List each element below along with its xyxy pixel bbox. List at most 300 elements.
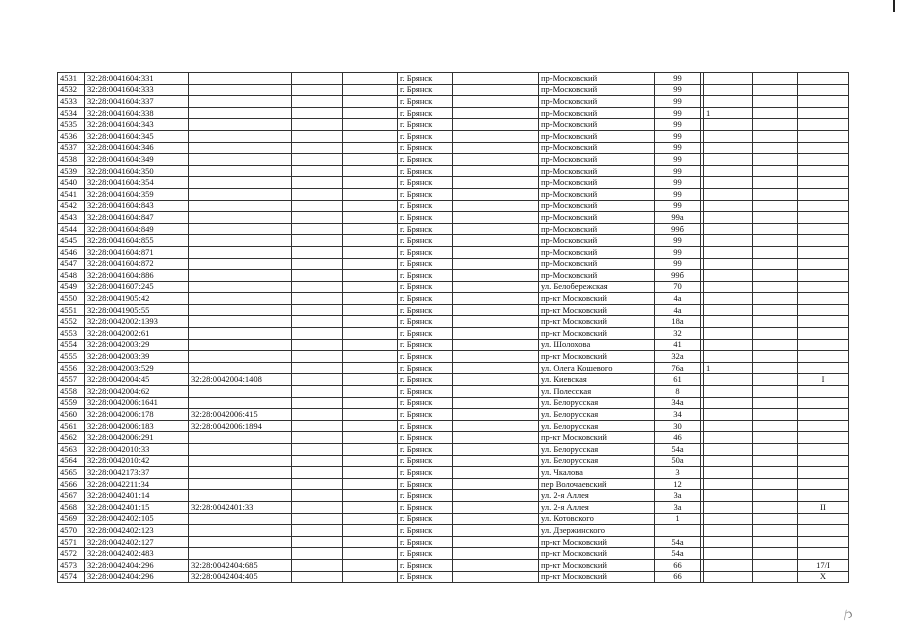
empty-cell bbox=[292, 293, 343, 305]
room-cell bbox=[798, 154, 849, 166]
extra-flag-cell bbox=[704, 478, 753, 490]
city-cell: г. Брянск bbox=[398, 478, 453, 490]
street-cell: ул. Белорусская bbox=[539, 420, 655, 432]
empty-cell bbox=[292, 351, 343, 363]
room-cell bbox=[798, 188, 849, 200]
empty-cell bbox=[453, 200, 539, 212]
empty-cell bbox=[753, 455, 798, 467]
table-row bbox=[58, 96, 849, 108]
cadastral-number: 32:28:0041604:331 bbox=[85, 73, 189, 85]
street-cell: пр-Московский bbox=[539, 188, 655, 200]
cadastral-number: 32:28:0042004:62 bbox=[85, 386, 189, 398]
empty-cell bbox=[292, 177, 343, 189]
city-cell: г. Брянск bbox=[398, 246, 453, 258]
empty-cell bbox=[343, 235, 398, 247]
empty-cell bbox=[292, 270, 343, 282]
empty-cell bbox=[343, 559, 398, 571]
empty-cell bbox=[453, 223, 539, 235]
street-cell: пр-Московский bbox=[539, 84, 655, 96]
house-cell: 32 bbox=[655, 328, 701, 340]
empty-cell bbox=[343, 374, 398, 386]
table-row bbox=[58, 304, 849, 316]
page-edge-mark bbox=[893, 0, 895, 12]
city-cell: г. Брянск bbox=[398, 212, 453, 224]
empty-cell bbox=[343, 96, 398, 108]
empty-cell bbox=[292, 304, 343, 316]
extra-flag-cell bbox=[704, 270, 753, 282]
cadastral-number: 32:28:0042173:37 bbox=[85, 467, 189, 479]
empty-cell bbox=[292, 548, 343, 560]
row-number: 4534 bbox=[58, 107, 85, 119]
empty-cell bbox=[453, 246, 539, 258]
cadastral-number: 32:28:0041905:42 bbox=[85, 293, 189, 305]
city-cell: г. Брянск bbox=[398, 281, 453, 293]
table-row bbox=[58, 223, 849, 235]
extra-flag-cell bbox=[704, 455, 753, 467]
room-cell bbox=[798, 177, 849, 189]
empty-cell bbox=[453, 328, 539, 340]
empty-cell bbox=[453, 513, 539, 525]
empty-cell bbox=[453, 130, 539, 142]
empty-cell bbox=[453, 281, 539, 293]
related-cadastral-number bbox=[189, 188, 292, 200]
table-row bbox=[58, 409, 849, 421]
cadastral-number: 32:28:0042006:178 bbox=[85, 409, 189, 421]
city-cell: г. Брянск bbox=[398, 420, 453, 432]
city-cell: г. Брянск bbox=[398, 386, 453, 398]
row-number: 4556 bbox=[58, 362, 85, 374]
street-cell: пер Волочаевский bbox=[539, 478, 655, 490]
empty-cell bbox=[453, 386, 539, 398]
room-cell bbox=[798, 200, 849, 212]
related-cadastral-number bbox=[189, 397, 292, 409]
house-cell: 18а bbox=[655, 316, 701, 328]
empty-cell bbox=[343, 362, 398, 374]
related-cadastral-number: 32:28:0042006:415 bbox=[189, 409, 292, 421]
extra-flag-cell bbox=[704, 339, 753, 351]
table-row bbox=[58, 281, 849, 293]
empty-cell bbox=[292, 281, 343, 293]
extra-flag-cell bbox=[704, 386, 753, 398]
table-row bbox=[58, 246, 849, 258]
related-cadastral-number bbox=[189, 467, 292, 479]
room-cell bbox=[798, 548, 849, 560]
related-cadastral-number bbox=[189, 478, 292, 490]
related-cadastral-number bbox=[189, 235, 292, 247]
city-cell: г. Брянск bbox=[398, 432, 453, 444]
room-cell bbox=[798, 304, 849, 316]
empty-cell bbox=[292, 246, 343, 258]
empty-cell bbox=[343, 397, 398, 409]
house-cell: 70 bbox=[655, 281, 701, 293]
house-cell: 99б bbox=[655, 270, 701, 282]
related-cadastral-number bbox=[189, 432, 292, 444]
related-cadastral-number bbox=[189, 270, 292, 282]
cadastral-number: 32:28:0042002:1393 bbox=[85, 316, 189, 328]
extra-flag-cell bbox=[704, 246, 753, 258]
empty-cell bbox=[292, 374, 343, 386]
city-cell: г. Брянск bbox=[398, 235, 453, 247]
extra-flag-cell bbox=[704, 142, 753, 154]
city-cell: г. Брянск bbox=[398, 362, 453, 374]
empty-cell bbox=[343, 84, 398, 96]
row-number: 4542 bbox=[58, 200, 85, 212]
street-cell: ул. Олега Кошевого bbox=[539, 362, 655, 374]
empty-cell bbox=[292, 235, 343, 247]
empty-cell bbox=[343, 501, 398, 513]
room-cell bbox=[798, 281, 849, 293]
cadastral-number: 32:28:0041604:338 bbox=[85, 107, 189, 119]
empty-cell bbox=[292, 444, 343, 456]
street-cell: ул. Дзержинского bbox=[539, 525, 655, 537]
table-row bbox=[58, 154, 849, 166]
related-cadastral-number bbox=[189, 444, 292, 456]
table-row bbox=[58, 270, 849, 282]
row-number: 4547 bbox=[58, 258, 85, 270]
cadastral-number: 32:28:0041604:337 bbox=[85, 96, 189, 108]
table-row bbox=[58, 84, 849, 96]
extra-flag-cell bbox=[704, 177, 753, 189]
empty-cell bbox=[292, 165, 343, 177]
house-cell: 99 bbox=[655, 165, 701, 177]
empty-cell bbox=[753, 119, 798, 131]
related-cadastral-number bbox=[189, 293, 292, 305]
cadastral-number: 32:28:0042402:127 bbox=[85, 536, 189, 548]
empty-cell bbox=[292, 513, 343, 525]
empty-cell bbox=[453, 374, 539, 386]
empty-cell bbox=[453, 536, 539, 548]
street-cell: пр-Московский bbox=[539, 235, 655, 247]
street-cell: ул. Киевская bbox=[539, 374, 655, 386]
house-cell: 3а bbox=[655, 490, 701, 502]
street-cell: пр-кт Московский bbox=[539, 571, 655, 583]
house-cell: 99 bbox=[655, 188, 701, 200]
room-cell bbox=[798, 73, 849, 85]
street-cell: пр-кт Московский bbox=[539, 304, 655, 316]
related-cadastral-number bbox=[189, 165, 292, 177]
row-number: 4568 bbox=[58, 501, 85, 513]
city-cell: г. Брянск bbox=[398, 397, 453, 409]
empty-cell bbox=[753, 96, 798, 108]
street-cell: пр-Московский bbox=[539, 165, 655, 177]
empty-cell bbox=[292, 339, 343, 351]
empty-cell bbox=[753, 154, 798, 166]
house-cell: 61 bbox=[655, 374, 701, 386]
cadastral-number: 32:28:0041905:55 bbox=[85, 304, 189, 316]
room-cell bbox=[798, 467, 849, 479]
extra-flag-cell bbox=[704, 351, 753, 363]
row-number: 4538 bbox=[58, 154, 85, 166]
house-cell: 41 bbox=[655, 339, 701, 351]
city-cell: г. Брянск bbox=[398, 73, 453, 85]
cadastral-number: 32:28:0042211:34 bbox=[85, 478, 189, 490]
row-number: 4550 bbox=[58, 293, 85, 305]
table-row bbox=[58, 536, 849, 548]
extra-flag-cell bbox=[704, 432, 753, 444]
cadastral-number: 32:28:0042402:123 bbox=[85, 525, 189, 537]
room-cell bbox=[798, 420, 849, 432]
empty-cell bbox=[753, 467, 798, 479]
related-cadastral-number bbox=[189, 177, 292, 189]
table-row bbox=[58, 420, 849, 432]
house-cell: 99б bbox=[655, 223, 701, 235]
empty-cell bbox=[343, 525, 398, 537]
street-cell: пр-Московский bbox=[539, 142, 655, 154]
related-cadastral-number bbox=[189, 223, 292, 235]
house-cell: 99а bbox=[655, 212, 701, 224]
empty-cell bbox=[453, 455, 539, 467]
empty-cell bbox=[343, 339, 398, 351]
row-number: 4540 bbox=[58, 177, 85, 189]
empty-cell bbox=[753, 490, 798, 502]
extra-flag-cell bbox=[704, 420, 753, 432]
street-cell: ул. Полесская bbox=[539, 386, 655, 398]
extra-flag-cell bbox=[704, 316, 753, 328]
room-cell bbox=[798, 84, 849, 96]
cadastral-number: 32:28:0042003:529 bbox=[85, 362, 189, 374]
empty-cell bbox=[343, 223, 398, 235]
room-cell: X bbox=[798, 571, 849, 583]
street-cell: пр-Московский bbox=[539, 270, 655, 282]
cadastral-number: 32:28:0041604:849 bbox=[85, 223, 189, 235]
house-cell: 99 bbox=[655, 96, 701, 108]
empty-cell bbox=[753, 304, 798, 316]
city-cell: г. Брянск bbox=[398, 223, 453, 235]
empty-cell bbox=[343, 409, 398, 421]
city-cell: г. Брянск bbox=[398, 525, 453, 537]
city-cell: г. Брянск bbox=[398, 444, 453, 456]
empty-cell bbox=[753, 328, 798, 340]
room-cell bbox=[798, 119, 849, 131]
house-cell: 99 bbox=[655, 130, 701, 142]
room-cell bbox=[798, 223, 849, 235]
empty-cell bbox=[453, 490, 539, 502]
empty-cell bbox=[453, 119, 539, 131]
related-cadastral-number bbox=[189, 96, 292, 108]
extra-flag-cell bbox=[704, 548, 753, 560]
registry-rows bbox=[58, 73, 849, 583]
extra-flag-cell bbox=[704, 444, 753, 456]
table-row bbox=[58, 478, 849, 490]
empty-cell bbox=[343, 513, 398, 525]
room-cell bbox=[798, 432, 849, 444]
street-cell: пр-Московский bbox=[539, 107, 655, 119]
empty-cell bbox=[453, 235, 539, 247]
empty-cell bbox=[292, 420, 343, 432]
table-row bbox=[58, 571, 849, 583]
table-row bbox=[58, 501, 849, 513]
extra-flag-cell bbox=[704, 84, 753, 96]
room-cell: I bbox=[798, 374, 849, 386]
room-cell bbox=[798, 339, 849, 351]
table-row bbox=[58, 293, 849, 305]
row-number: 4544 bbox=[58, 223, 85, 235]
room-cell bbox=[798, 107, 849, 119]
street-cell: пр-Московский bbox=[539, 154, 655, 166]
room-cell bbox=[798, 96, 849, 108]
row-number: 4552 bbox=[58, 316, 85, 328]
empty-cell bbox=[292, 397, 343, 409]
cadastral-number: 32:28:0042404:296 bbox=[85, 571, 189, 583]
extra-flag-cell bbox=[704, 304, 753, 316]
empty-cell bbox=[753, 339, 798, 351]
related-cadastral-number bbox=[189, 386, 292, 398]
house-cell: 3а bbox=[655, 501, 701, 513]
empty-cell bbox=[453, 548, 539, 560]
street-cell: пр-кт Московский bbox=[539, 536, 655, 548]
cadastral-number: 32:28:0042006:1641 bbox=[85, 397, 189, 409]
empty-cell bbox=[343, 478, 398, 490]
empty-cell bbox=[343, 119, 398, 131]
room-cell bbox=[798, 235, 849, 247]
house-cell: 99 bbox=[655, 200, 701, 212]
street-cell: пр-Московский bbox=[539, 258, 655, 270]
row-number: 4569 bbox=[58, 513, 85, 525]
room-cell bbox=[798, 130, 849, 142]
extra-flag-cell bbox=[704, 235, 753, 247]
extra-flag-cell bbox=[704, 119, 753, 131]
cadastral-number: 32:28:0042010:33 bbox=[85, 444, 189, 456]
empty-cell bbox=[453, 165, 539, 177]
empty-cell bbox=[753, 281, 798, 293]
empty-cell bbox=[292, 223, 343, 235]
city-cell: г. Брянск bbox=[398, 96, 453, 108]
empty-cell bbox=[453, 409, 539, 421]
street-cell: ул. 2-я Аллея bbox=[539, 501, 655, 513]
cadastral-number: 32:28:0042402:483 bbox=[85, 548, 189, 560]
row-number: 4562 bbox=[58, 432, 85, 444]
empty-cell bbox=[753, 397, 798, 409]
empty-cell bbox=[753, 478, 798, 490]
street-cell: ул. Белобережская bbox=[539, 281, 655, 293]
empty-cell bbox=[753, 200, 798, 212]
city-cell: г. Брянск bbox=[398, 177, 453, 189]
room-cell bbox=[798, 316, 849, 328]
empty-cell bbox=[453, 154, 539, 166]
table-row bbox=[58, 490, 849, 502]
empty-cell bbox=[292, 316, 343, 328]
table-row bbox=[58, 258, 849, 270]
city-cell: г. Брянск bbox=[398, 339, 453, 351]
room-cell bbox=[798, 455, 849, 467]
room-cell bbox=[798, 293, 849, 305]
cadastral-number: 32:28:0042004:45 bbox=[85, 374, 189, 386]
empty-cell bbox=[292, 328, 343, 340]
empty-cell bbox=[292, 432, 343, 444]
room-cell bbox=[798, 397, 849, 409]
empty-cell bbox=[292, 107, 343, 119]
related-cadastral-number bbox=[189, 246, 292, 258]
street-cell: пр-Московский bbox=[539, 200, 655, 212]
house-cell: 99 bbox=[655, 119, 701, 131]
empty-cell bbox=[343, 548, 398, 560]
empty-cell bbox=[292, 212, 343, 224]
table-row bbox=[58, 142, 849, 154]
city-cell: г. Брянск bbox=[398, 571, 453, 583]
table-row bbox=[58, 339, 849, 351]
empty-cell bbox=[343, 188, 398, 200]
extra-flag-cell bbox=[704, 200, 753, 212]
cadastral-number: 32:28:0042401:14 bbox=[85, 490, 189, 502]
empty-cell bbox=[343, 304, 398, 316]
room-cell bbox=[798, 351, 849, 363]
empty-cell bbox=[453, 84, 539, 96]
cadastral-number: 32:28:0041604:349 bbox=[85, 154, 189, 166]
empty-cell bbox=[343, 467, 398, 479]
city-cell: г. Брянск bbox=[398, 304, 453, 316]
empty-cell bbox=[753, 130, 798, 142]
cadastral-number: 32:28:0042002:61 bbox=[85, 328, 189, 340]
empty-cell bbox=[453, 397, 539, 409]
table-row bbox=[58, 397, 849, 409]
related-cadastral-number bbox=[189, 119, 292, 131]
empty-cell bbox=[292, 559, 343, 571]
cadastral-number: 32:28:0042402:105 bbox=[85, 513, 189, 525]
street-cell: пр-кт Московский bbox=[539, 328, 655, 340]
city-cell: г. Брянск bbox=[398, 293, 453, 305]
empty-cell bbox=[753, 432, 798, 444]
room-cell: II bbox=[798, 501, 849, 513]
empty-cell bbox=[292, 154, 343, 166]
street-cell: ул. Чкалова bbox=[539, 467, 655, 479]
city-cell: г. Брянск bbox=[398, 142, 453, 154]
street-cell: ул. Белорусская bbox=[539, 444, 655, 456]
empty-cell bbox=[753, 362, 798, 374]
table-row bbox=[58, 513, 849, 525]
extra-flag-cell bbox=[704, 73, 753, 85]
extra-flag-cell bbox=[704, 559, 753, 571]
row-number: 4570 bbox=[58, 525, 85, 537]
city-cell: г. Брянск bbox=[398, 188, 453, 200]
extra-flag-cell bbox=[704, 258, 753, 270]
street-cell: пр-Московский bbox=[539, 177, 655, 189]
extra-flag-cell bbox=[704, 96, 753, 108]
extra-flag-cell bbox=[704, 130, 753, 142]
house-cell: 32а bbox=[655, 351, 701, 363]
extra-flag-cell: 1 bbox=[704, 362, 753, 374]
cadastral-number: 32:28:0041604:871 bbox=[85, 246, 189, 258]
house-cell: 54а bbox=[655, 444, 701, 456]
row-number: 4545 bbox=[58, 235, 85, 247]
row-number: 4537 bbox=[58, 142, 85, 154]
related-cadastral-number: 32:28:0042006:1894 bbox=[189, 420, 292, 432]
related-cadastral-number bbox=[189, 513, 292, 525]
room-cell bbox=[798, 362, 849, 374]
empty-cell bbox=[753, 246, 798, 258]
extra-flag-cell bbox=[704, 223, 753, 235]
related-cadastral-number bbox=[189, 536, 292, 548]
street-cell: ул. Белорусская bbox=[539, 455, 655, 467]
room-cell bbox=[798, 165, 849, 177]
house-cell: 99 bbox=[655, 107, 701, 119]
cadastral-number: 32:28:0042006:291 bbox=[85, 432, 189, 444]
house-cell: 66 bbox=[655, 559, 701, 571]
empty-cell bbox=[753, 386, 798, 398]
related-cadastral-number bbox=[189, 281, 292, 293]
related-cadastral-number: 32:28:0042401:33 bbox=[189, 501, 292, 513]
row-number: 4546 bbox=[58, 246, 85, 258]
empty-cell bbox=[343, 432, 398, 444]
cadastral-number: 32:28:0041604:847 bbox=[85, 212, 189, 224]
related-cadastral-number bbox=[189, 142, 292, 154]
empty-cell bbox=[753, 188, 798, 200]
empty-cell bbox=[292, 73, 343, 85]
row-number: 4574 bbox=[58, 571, 85, 583]
house-cell: 12 bbox=[655, 478, 701, 490]
empty-cell bbox=[753, 165, 798, 177]
empty-cell bbox=[343, 571, 398, 583]
cadastral-number: 32:28:0042003:29 bbox=[85, 339, 189, 351]
